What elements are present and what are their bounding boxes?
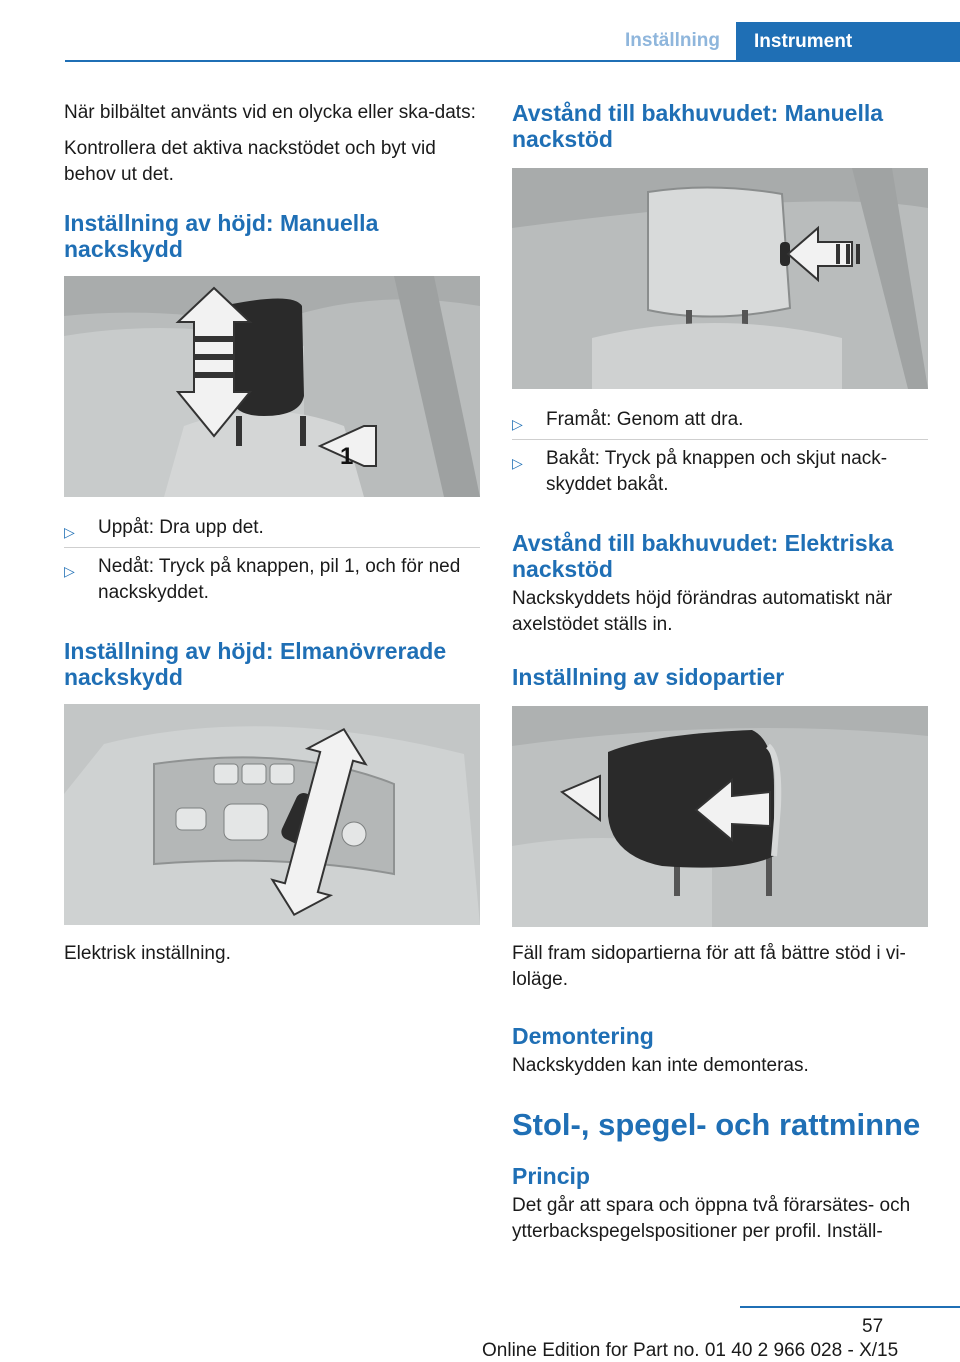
heading-manual-height: Inställning av höjd: Manuella nackskydd: [64, 210, 379, 262]
bullet-triangle-icon: ▷: [512, 455, 523, 471]
electric-caption: Elektrisk inställning.: [64, 943, 231, 964]
left-column: [64, 100, 480, 967]
distance-manual-list: [512, 401, 928, 504]
page-header: [0, 0, 960, 62]
manual-height-list: [64, 509, 480, 612]
list-item: ▷ Nedåt: Tryck på knappen, pil 1, och för ned nackskyddet.: [64, 556, 461, 603]
principle-text: Det går att spara och öppna två förarsätes- och ytterbackspegelspositioner per profil. Inställ‐: [512, 1195, 911, 1242]
heading-principle: Princip: [512, 1163, 590, 1189]
illustration-seat-controls: [64, 704, 480, 925]
chapter-tab[interactable]: Instrument: [736, 22, 960, 62]
page-number: 57: [862, 1316, 884, 1337]
intro-text-1: När bilbältet använts vid en olycka eller ska‐dats:: [64, 102, 476, 123]
heading-side-parts: Inställning av sidopartier: [512, 664, 785, 690]
list-item: ▷ Bakåt: Tryck på knappen och skjut nack‐skyddet bakåt.: [512, 448, 888, 495]
bullet-triangle-icon: ▷: [64, 563, 75, 579]
section-tab[interactable]: Inställning: [625, 30, 720, 51]
callout-1-label: 1: [340, 443, 354, 470]
bullet-triangle-icon: ▷: [512, 416, 523, 432]
heading-distance-electric: Avstånd till bakhuvudet: Elektriska nackstöd: [512, 530, 894, 582]
heading-electric-height: Inställning av höjd: Elmanövrerade nackskydd: [64, 638, 447, 690]
list-item: ▷ Framåt: Genom att dra.: [512, 401, 928, 440]
removal-text: Nackskydden kan inte demonteras.: [512, 1055, 809, 1076]
edition-text: Online Edition for Part no. 01 40 2 966 028 - X/15: [482, 1340, 899, 1361]
intro-text-2: Kontrollera det aktiva nackstödet och byt vid behov ut det.: [64, 138, 436, 185]
heading-removal: Demontering: [512, 1023, 654, 1049]
heading-memory: Stol-, spegel- och rattminne: [512, 1107, 921, 1142]
illustration-manual-headrest: [64, 276, 480, 497]
heading-distance-manual: Avstånd till bakhuvudet: Manuella nackstöd: [512, 100, 884, 152]
illustration-side-wings: [512, 706, 928, 927]
side-parts-text: Fäll fram sidopartierna för att få bättre stöd i vi‐loläge.: [512, 943, 906, 990]
bullet-triangle-icon: ▷: [64, 524, 75, 540]
footer-rule: [740, 1306, 960, 1308]
distance-electric-text: Nackskyddets höjd förändras automatiskt när axelstödet ställs in.: [512, 588, 893, 635]
list-item: ▷ Uppåt: Dra upp det.: [64, 509, 480, 548]
right-column: [512, 100, 928, 1245]
illustration-headrest-distance: [512, 168, 928, 389]
header-rule: [65, 60, 960, 62]
